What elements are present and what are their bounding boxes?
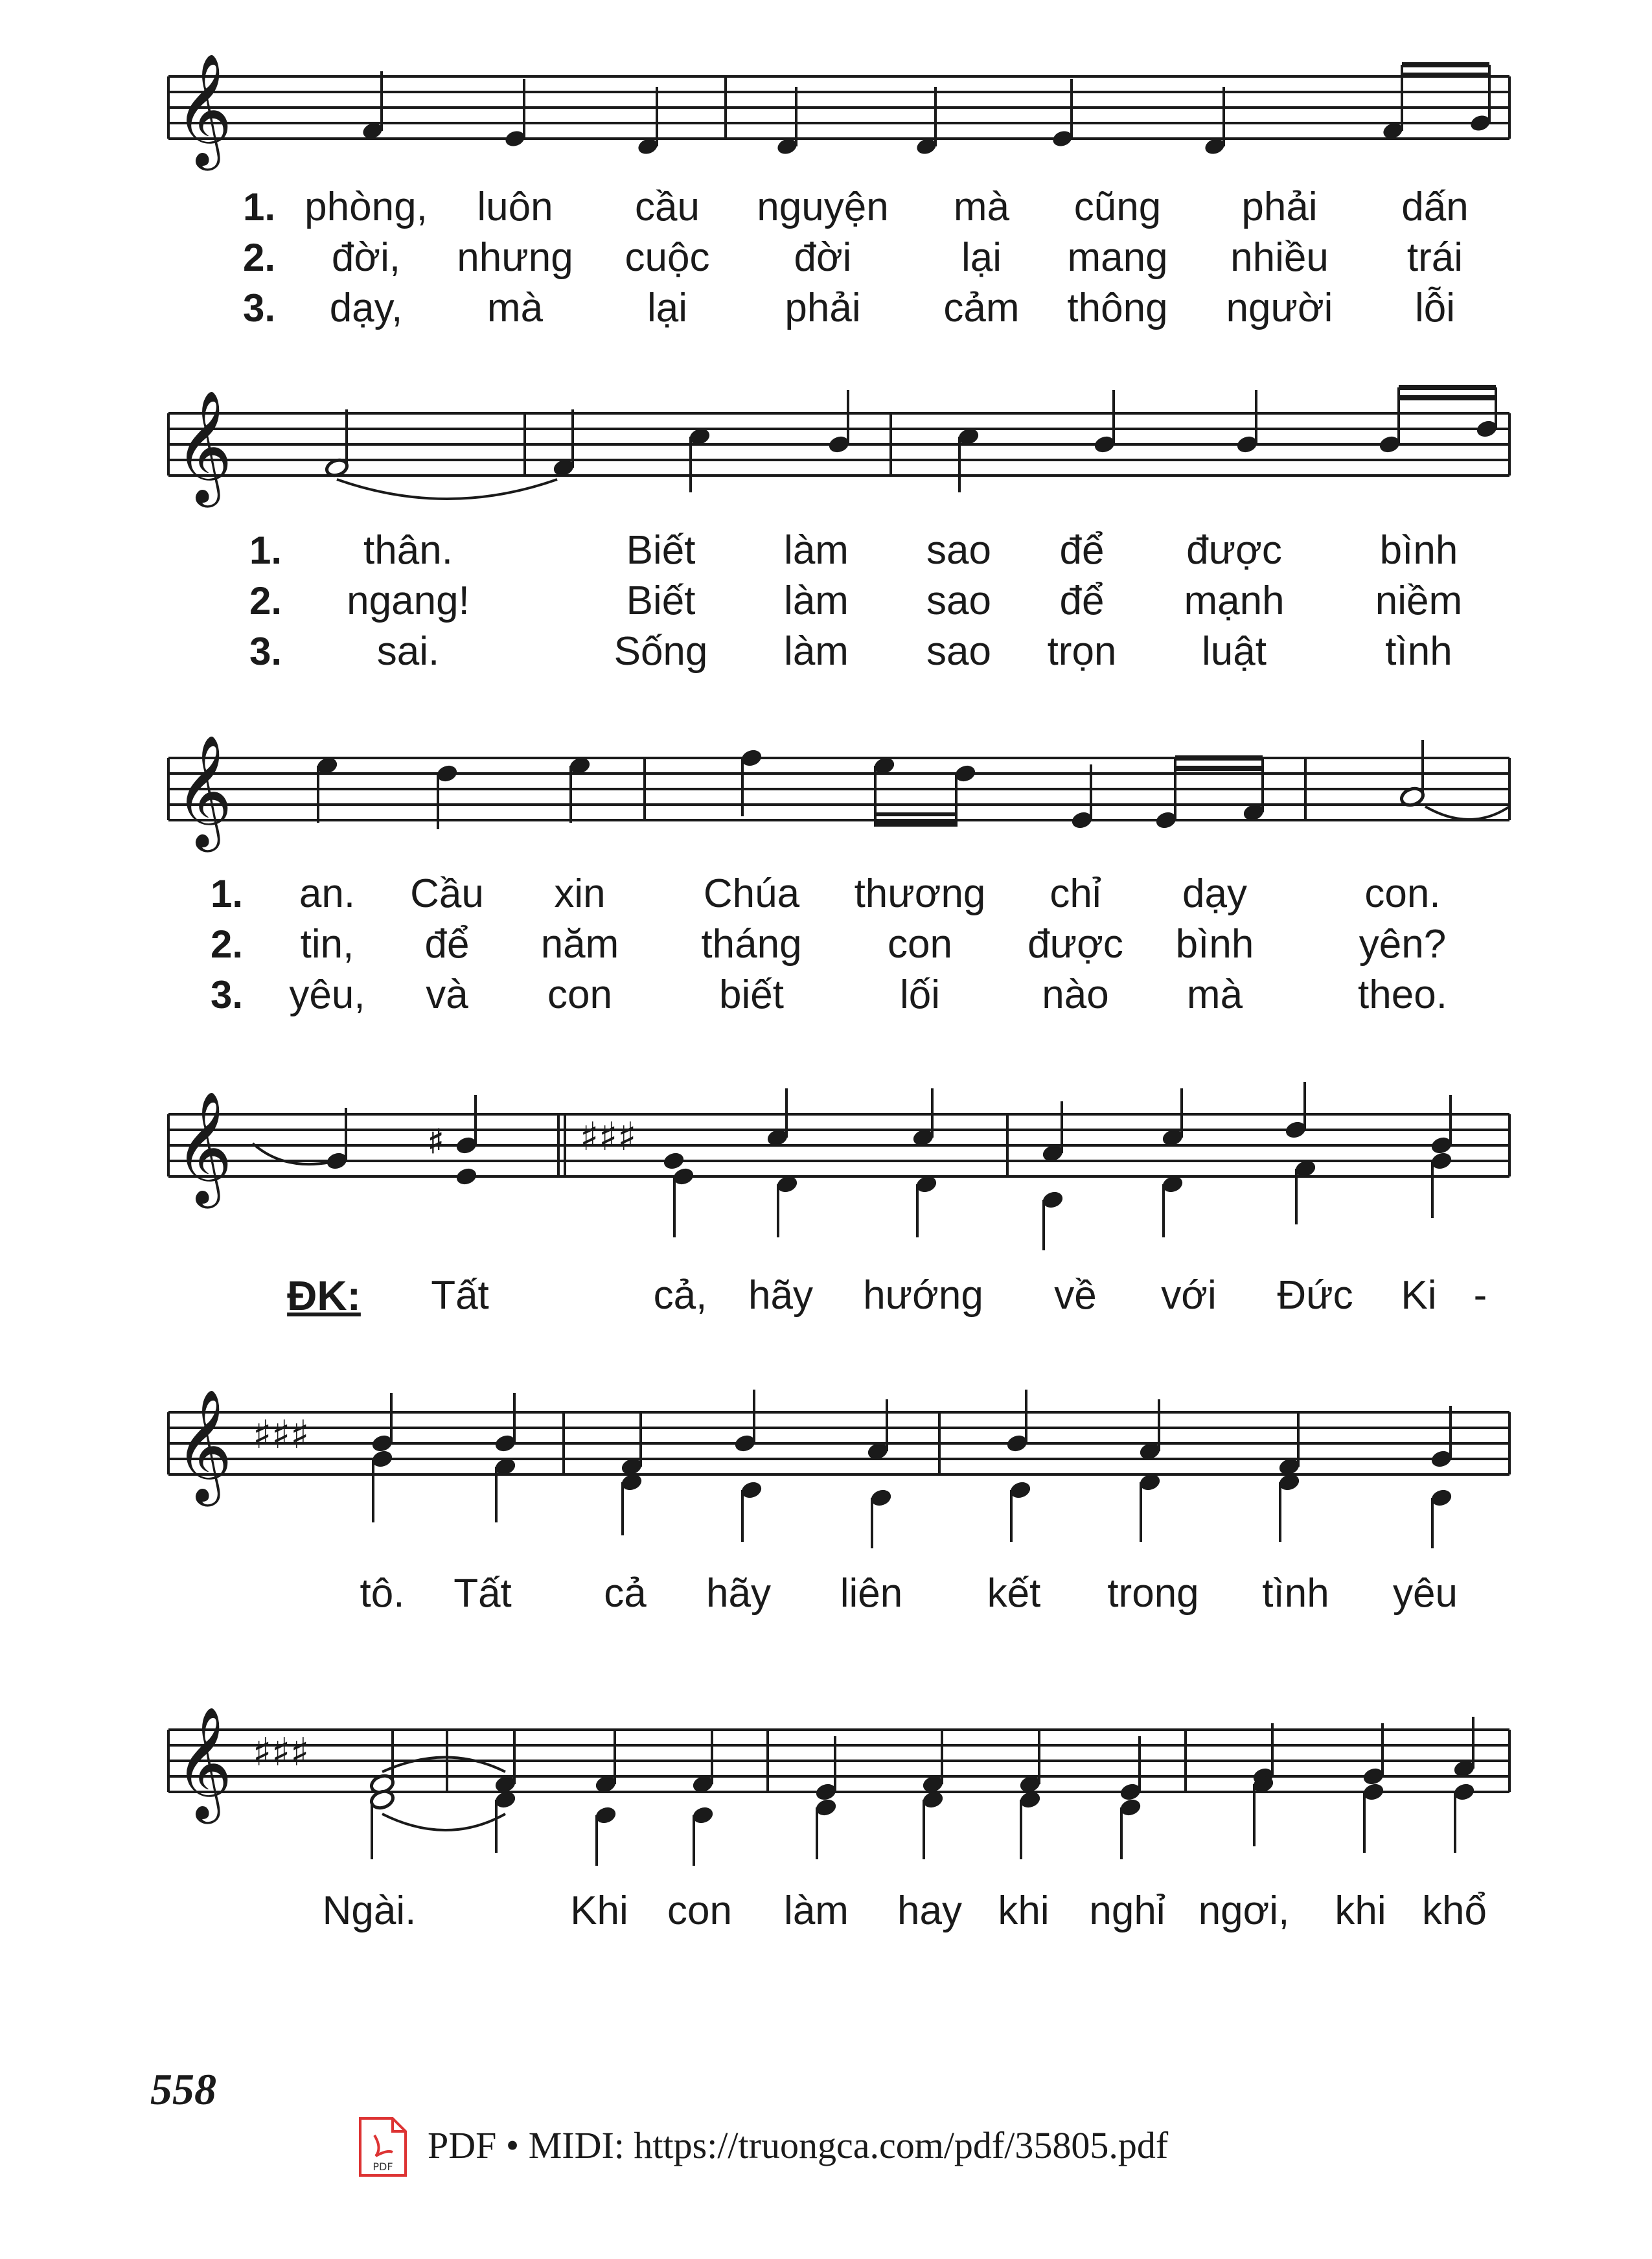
lyric-syllable: để [1059, 528, 1105, 573]
lyric-line-v2 [0, 232, 1652, 284]
lyric-syllable: thông [1067, 286, 1168, 330]
lyric-syllable: an. [299, 871, 356, 916]
lyric-syllable: luôn [477, 185, 553, 229]
staff-4 [0, 1075, 1652, 1218]
lyric-syllable: Biết [626, 579, 696, 623]
lyric-syllable: Sống [614, 629, 708, 674]
lyric-syllable: lại [647, 286, 688, 330]
lyric-line-v3 [0, 969, 1652, 1021]
lyric-syllable: dấn [1401, 185, 1469, 229]
staff-1 [0, 39, 1652, 181]
lyric-syllable: hướng [863, 1273, 983, 1318]
lyric-syllable: người [1226, 286, 1333, 330]
lyric-syllable: để [1059, 579, 1105, 623]
lyric-syllable: tình [1262, 1571, 1329, 1616]
lyric-syllable: trong [1107, 1571, 1199, 1616]
lyric-syllable: sai. [376, 629, 440, 674]
staff-1-notation [0, 39, 1652, 181]
lyric-syllable: xin [554, 871, 606, 916]
svg-text:PDF: PDF [373, 2161, 393, 2173]
lyric-syllable: tô. [360, 1571, 405, 1616]
lyric-syllable: tin, [300, 922, 354, 967]
lyric-syllable: ngơi, [1198, 1888, 1290, 1933]
lyric-syllable: lối [899, 972, 941, 1017]
lyric-syllable: kết [987, 1571, 1041, 1616]
lyric-syllable: yêu, [289, 972, 365, 1017]
lyric-syllable: yên? [1359, 922, 1447, 967]
staff-6 [0, 1691, 1652, 1833]
lyric-syllable: hãy [748, 1273, 813, 1318]
staff-2-notation [0, 382, 1652, 525]
lyric-syllable: làm [784, 579, 849, 623]
lyric-syllable: được [1186, 528, 1282, 573]
lyric-syllable: nào [1042, 972, 1109, 1017]
lyric-syllable: Khi [570, 1888, 628, 1933]
verse-number: 3. [249, 630, 282, 673]
staff-3 [0, 726, 1652, 868]
lyric-syllable: chỉ [1050, 871, 1101, 916]
lyric-syllable: Biết [626, 528, 696, 573]
lyric-syllable: khi [998, 1888, 1050, 1933]
refrain-label: ĐK: [287, 1272, 361, 1319]
lyric-syllable: nhưng [457, 235, 573, 280]
lyric-syllable: bình [1379, 528, 1458, 573]
lyric-syllable: phòng, [304, 185, 428, 229]
lyric-syllable: cầu [635, 185, 700, 229]
verse-number: 1. [242, 185, 276, 229]
lyric-syllable: theo. [1358, 972, 1447, 1017]
lyric-syllable: lỗi [1414, 286, 1456, 330]
lyric-syllable: trọn [1047, 629, 1117, 674]
lyric-syllable: Ki [1401, 1273, 1437, 1318]
lyric-line-refrain [0, 1270, 1652, 1322]
lyric-syllable: cảm [943, 286, 1020, 330]
lyric-syllable: được [1027, 922, 1123, 967]
lyric-syllable: phải [1241, 185, 1318, 229]
lyric-syllable: Tất [431, 1273, 489, 1318]
lyric-syllable: con. [1364, 871, 1441, 916]
lyric-syllable: thương [854, 871, 986, 916]
page-number: 558 [150, 2065, 216, 2114]
lyric-syllable: cả, [653, 1273, 707, 1318]
lyric-syllable: đời [794, 235, 852, 280]
lyric-syllable: về [1054, 1273, 1097, 1318]
lyric-syllable: cũng [1073, 185, 1162, 229]
lyric-line-v1 [0, 181, 1652, 233]
lyric-syllable: tháng [701, 922, 802, 967]
lyric-syllable: Chúa [703, 871, 800, 916]
lyric-syllable: ngang! [347, 579, 470, 623]
lyric-syllable: biết [719, 972, 784, 1017]
verse-number: 3. [210, 973, 244, 1016]
lyric-syllable: cả [604, 1571, 647, 1616]
lyric-syllable: liên [840, 1571, 903, 1616]
verse-number: 1. [210, 872, 244, 915]
lyric-syllable: hay [897, 1888, 962, 1933]
lyric-syllable: phải [785, 286, 861, 330]
lyric-syllable: con [547, 972, 612, 1017]
lyric-syllable: Ngài. [322, 1888, 417, 1933]
lyric-syllable: khổ [1422, 1888, 1487, 1933]
lyric-syllable: mang [1067, 235, 1168, 280]
svg-text:♯♯♯: ♯♯♯ [580, 1114, 637, 1160]
verse-number: 2. [210, 923, 244, 966]
lyric-line-v1 [0, 525, 1652, 577]
lyric-syllable: với [1161, 1273, 1217, 1318]
lyric-syllable: con [888, 922, 952, 967]
lyric-syllable: cuộc [625, 235, 710, 280]
svg-text:𝄞: 𝄞 [175, 390, 233, 503]
lyric-syllable: và [426, 972, 468, 1017]
staff-4-notation [0, 1075, 1652, 1270]
lyric-syllable: niềm [1375, 579, 1463, 623]
staff-3-notation [0, 726, 1652, 868]
svg-text:𝄞: 𝄞 [175, 1091, 233, 1204]
verse-number: 1. [249, 529, 282, 572]
lyric-syllable: mà [953, 185, 1010, 229]
lyric-line-v2 [0, 575, 1652, 627]
footer-link-text[interactable]: PDF • MIDI: https://truongca.com/pdf/35805.pdf [428, 2124, 1169, 2166]
lyric-syllable: hãy [706, 1571, 771, 1616]
lyric-line-v2 [0, 919, 1652, 970]
verse-number: 2. [242, 236, 276, 279]
lyric-hyphen: - [1473, 1273, 1487, 1318]
lyric-syllable: làm [784, 528, 849, 573]
staff-5-notation [0, 1373, 1652, 1568]
lyric-syllable: mà [1186, 972, 1243, 1017]
lyric-line-v1 [0, 868, 1652, 920]
lyric-syllable: Tất [453, 1571, 512, 1616]
lyric-syllable: sao [926, 579, 991, 623]
verse-number: 2. [249, 579, 282, 623]
svg-text:𝄞: 𝄞 [175, 53, 233, 166]
lyric-syllable: làm [784, 1888, 849, 1933]
pdf-file-icon [356, 2116, 408, 2178]
lyric-syllable: thân. [363, 528, 453, 573]
lyric-syllable: làm [784, 629, 849, 674]
lyric-line-refrain [0, 1885, 1652, 1937]
lyric-line-v3 [0, 626, 1652, 678]
lyric-syllable: lại [961, 235, 1002, 280]
lyric-syllable: luật [1202, 629, 1267, 674]
lyric-syllable: Đức [1277, 1273, 1353, 1318]
lyric-syllable: nhiều [1230, 235, 1329, 280]
lyric-syllable: đời, [331, 235, 401, 280]
svg-text:♯: ♯ [428, 1123, 444, 1162]
lyric-syllable: trái [1406, 235, 1463, 280]
lyric-syllable: sao [926, 528, 991, 573]
lyric-syllable: bình [1175, 922, 1254, 967]
lyric-line-refrain [0, 1568, 1652, 1620]
lyric-syllable: mà [487, 286, 544, 330]
lyric-syllable: năm [540, 922, 619, 967]
lyric-syllable: tình [1385, 629, 1452, 674]
verse-number: 3. [242, 286, 276, 330]
staff-5 [0, 1373, 1652, 1516]
svg-text:♯♯♯: ♯♯♯ [253, 1412, 310, 1458]
lyric-syllable: nguyện [757, 185, 889, 229]
svg-text:𝄞: 𝄞 [175, 1706, 233, 1819]
lyric-syllable: mạnh [1184, 579, 1285, 623]
lyric-syllable: khi [1335, 1888, 1386, 1933]
lyric-syllable: nghỉ [1089, 1888, 1165, 1933]
staff-2 [0, 382, 1652, 525]
lyric-syllable: con [667, 1888, 732, 1933]
lyric-syllable: để [424, 922, 470, 967]
footer-download-link[interactable] [356, 2111, 1393, 2182]
lyric-line-v3 [0, 282, 1652, 334]
svg-text:𝄞: 𝄞 [175, 735, 233, 847]
svg-text:𝄞: 𝄞 [175, 1389, 233, 1502]
lyric-syllable: dạy, [329, 286, 403, 330]
lyric-syllable: Cầu [410, 871, 484, 916]
svg-text:♯♯♯: ♯♯♯ [253, 1730, 310, 1775]
lyric-syllable: dạy [1182, 871, 1247, 916]
staff-6-notation [0, 1691, 1652, 1885]
lyric-syllable: sao [926, 629, 991, 674]
lyric-syllable: yêu [1393, 1571, 1458, 1616]
